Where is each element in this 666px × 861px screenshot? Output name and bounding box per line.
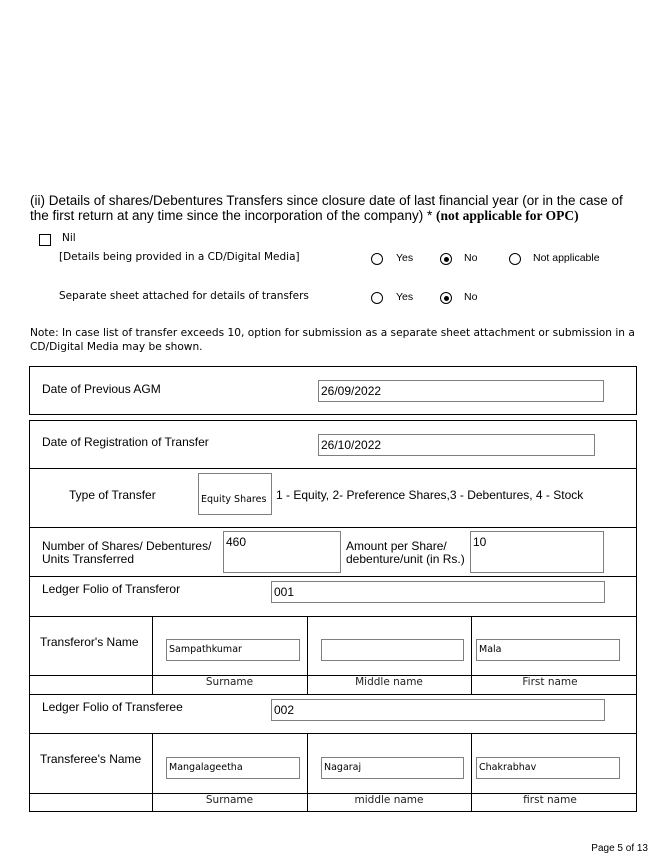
separate-sheet-no-label: No [464,291,478,303]
cd-media-label: [Details being provided in a CD/Digital Media] [59,251,300,263]
type-transfer-hint: 1 - Equity, 2- Preference Shares,3 - Debentures, 4 - Stock [276,488,584,502]
reg-transfer-field[interactable]: 26/10/2022 [318,434,595,456]
prev-agm-field[interactable]: 26/09/2022 [318,380,604,402]
section-heading-bold: (not applicable for OPC) [435,208,579,223]
nil-checkbox[interactable] [39,234,51,246]
folio-transferee-field[interactable]: 002 [271,699,605,721]
amount-label-1: Amount per Share/ [346,539,447,553]
num-shares-field[interactable]: 460 [223,531,341,573]
cd-media-yes-label: Yes [396,252,414,264]
transferee-middle-caption: middle name [354,794,424,806]
transferee-middle-field[interactable]: Nagaraj [321,757,464,779]
folio-transferee-label: Ledger Folio of Transferee [42,700,183,714]
reg-transfer-label: Date of Registration of Transfer [42,435,209,449]
nil-label: Nil [62,232,76,244]
section-heading-text: (ii) Details of shares/Debentures Transfers since closure date of last financial year (or in the case of the first return at any time since the incorporation of the company) * [30,193,623,223]
num-shares-label-1: Number of Shares/ Debentures/ [42,539,212,553]
cd-media-yes-radio[interactable] [371,253,383,265]
folio-transferor-label: Ledger Folio of Transferor [42,582,181,596]
transferor-middle-field[interactable] [321,639,464,661]
page-number: Page 5 of 13 [591,843,648,854]
cd-media-na-radio[interactable] [509,253,521,265]
transferee-name-label: Transferee's Name [40,752,142,766]
cd-media-no-radio[interactable] [440,253,452,265]
transferee-first-caption: first name [523,794,577,806]
cd-media-no-label: No [464,252,478,264]
section-heading [30,193,640,223]
transferee-surname-field[interactable]: Mangalageetha [166,757,300,779]
num-shares-label-2: Units Transferred [42,552,135,566]
transferor-surname-caption: Surname [205,676,254,688]
type-transfer-field[interactable]: Equity Shares [198,473,272,515]
amount-field[interactable]: 10 [470,531,604,573]
transferor-middle-caption: Middle name [355,676,423,688]
amount-label-2: debenture/unit (in Rs.) [346,552,465,566]
transferor-name-label: Transferor's Name [40,635,139,649]
separate-sheet-label: Separate sheet attached for details of transfers [59,290,309,302]
separate-sheet-no-radio[interactable] [440,292,452,304]
transferee-first-field[interactable]: Chakrabhav [476,757,620,779]
transferor-first-caption: First name [522,676,578,688]
transferee-surname-caption: Surname [205,794,254,806]
cd-media-na-label: Not applicable [533,252,600,264]
folio-transferor-field[interactable]: 001 [271,581,605,603]
type-transfer-label: Type of Transfer [69,488,156,502]
separate-sheet-yes-radio[interactable] [371,292,383,304]
prev-agm-label: Date of Previous AGM [42,382,161,396]
note-text: Note: In case list of transfer exceeds 10, option for submission as a separate sheet attachment or submission in a CD/Digital Media may be shown. [30,327,635,353]
separate-sheet-yes-label: Yes [396,291,414,303]
transferor-surname-field[interactable]: Sampathkumar [166,639,300,661]
transferor-first-field[interactable]: Mala [476,639,620,661]
